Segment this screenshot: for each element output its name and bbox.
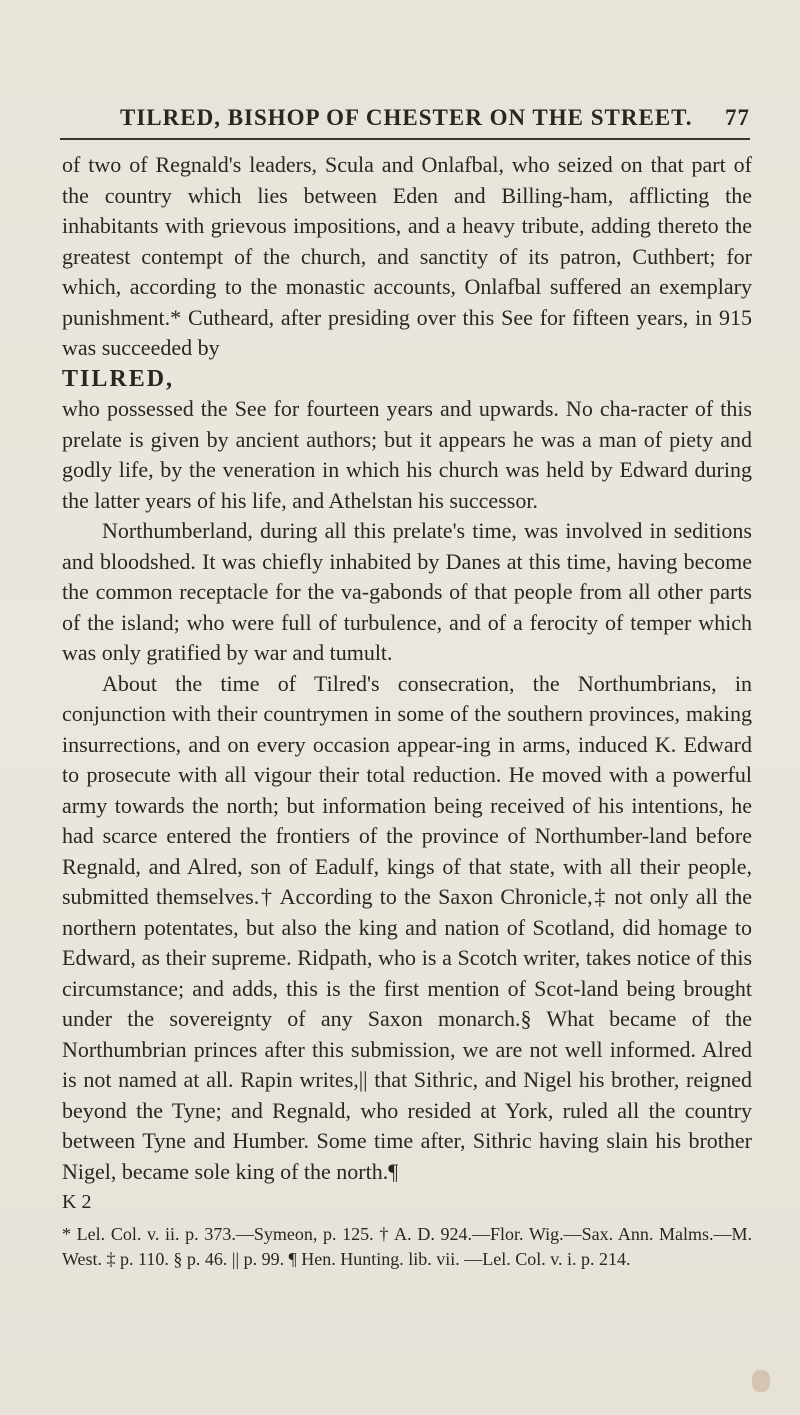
paragraph-2: who possessed the See for fourteen years and upwards. No cha-racter of this prelate is given by ancient authors; but it appears he was a man of piety and godly life, by the veneration in which his church was held by Edward during the latter years of his life, and Athelstan his successor. xyxy=(62,396,752,513)
footnote-text: * Lel. Col. v. ii. p. 373.—Symeon, p. 125. † A. D. 924.—Flor. Wig.—Sax. Ann. Malms.—M. West. ‡ p. 110. § p. 46. || p. 99. ¶ Hen. Hunting. lib. vii. —Lel. Col. v. i. p. 214. xyxy=(62,1223,752,1269)
paper-stain xyxy=(752,1370,770,1392)
footnotes xyxy=(62,1222,752,1272)
page-header xyxy=(60,105,750,131)
header-rule xyxy=(60,138,750,140)
paragraph-1: of two of Regnald's leaders, Scula and Onlafbal, who seized on that part of the country which lies between Eden and Billing-ham, afflicting the inhabitants with grievous impositions, and a heavy tribute, adding thereto the greatest contempt of the church, and sanctity of its patron, Cuthbert; for which, according to the monastic accounts, Onlafbal suffered an exemplary punishment.* Cutheard, after presiding over this See for fifteen years, in 915 was succeeded by xyxy=(62,152,752,360)
page-body xyxy=(62,150,752,1272)
page-number: 77 xyxy=(725,105,750,130)
paragraph-4: About the time of Tilred's consecration, the Northumbrians, in conjunction with their countrymen in some of the southern provinces, making insurrections, and on every occasion appear-ing in arms, induced K. Edward to prosecute with all vigour their total reduction. He moved with a powerful army towards the north; but information being received of his intentions, he had scarce entered the frontiers of the province of Northumber-land before Regnald, and Alred, son of Eadulf, kings of that state, with all their people, submitted themselves.† According to the Saxon Chronicle,‡ not only all the northern potentates, but also the king and nation of Scotland, did homage to Edward, as their supreme. Ridpath, who is a Scotch writer, takes notice of this circumstance; and adds, this is the first mention of Scot-land being brought under the sovereignty of any Saxon monarch.§ What became of the Northumbrian princes after this submission, we are not well informed. Alred is not named at all. Rapin writes,|| that Sithric, and Nigel his brother, reigned beyond the Tyne; and Regnald, who resided at York, ruled all the country between Tyne and Humber. Some time after, Sithric having slain his brother Nigel, became sole king of the north.¶ xyxy=(62,670,752,1184)
paragraph-3: Northumberland, during all this prelate's time, was involved in seditions and bloodshed. It was chiefly inhabited by Danes at this time, having become the common receptacle for the va-gabonds of that people from all other parts of the island; who were full of turbulence, and of a ferocity of temper which was only gratified by war and tumult. xyxy=(62,518,752,665)
running-title: TILRED, BISHOP OF CHESTER ON THE STREET. xyxy=(120,105,693,130)
section-heading: TILRED, xyxy=(62,365,175,392)
signature-mark: K 2 xyxy=(62,1191,92,1213)
